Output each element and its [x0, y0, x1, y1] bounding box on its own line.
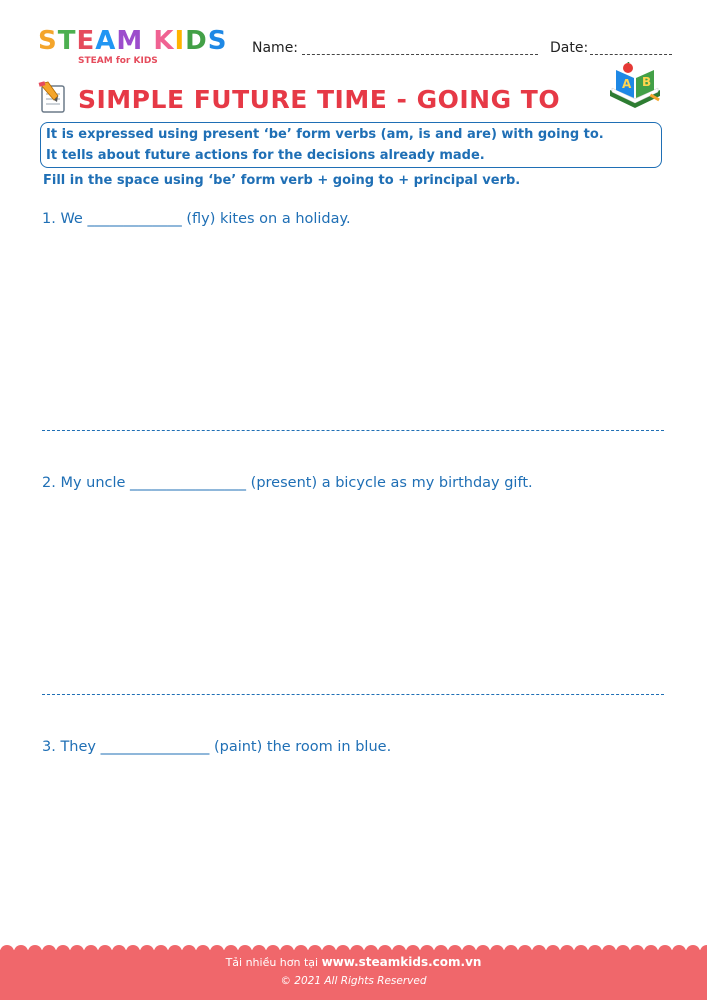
- date-field[interactable]: [590, 54, 672, 55]
- svg-text:B: B: [642, 75, 652, 89]
- logo-letter: T: [57, 26, 77, 56]
- name-field[interactable]: [302, 54, 538, 55]
- question-1[interactable]: 1. We _____________ (fly) kites on a holiday.: [42, 211, 351, 227]
- steam-kids-logo: [38, 28, 238, 72]
- logo-letter: [143, 26, 153, 56]
- divider-2: [42, 694, 664, 695]
- logo-letter: S: [38, 26, 58, 56]
- logo-letter: D: [185, 26, 208, 56]
- page-title: SIMPLE FUTURE TIME - GOING TO: [78, 85, 561, 114]
- name-label: Name:: [252, 40, 299, 56]
- info-line-1: It is expressed using present ‘be’ form verbs (am, is and are) with going to.: [46, 127, 604, 142]
- abc-book-icon: [606, 62, 664, 114]
- logo-letter: E: [76, 26, 96, 56]
- question-2[interactable]: 2. My uncle ________________ (present) a bicycle as my birthday gift.: [42, 475, 533, 491]
- logo-letter: S: [207, 26, 228, 56]
- footer-prefix: Tải nhiều hơn tại: [225, 956, 322, 969]
- logo-letter: M: [116, 26, 144, 56]
- footer-site-link[interactable]: www.steamkids.com.vn: [321, 955, 482, 969]
- footer-website-line[interactable]: [0, 955, 707, 969]
- logo-wordmark: [38, 28, 238, 54]
- info-line-2: It tells about future actions for the decisions already made.: [46, 148, 485, 163]
- logo-letter: I: [174, 26, 186, 56]
- logo-letter: K: [153, 26, 175, 56]
- question-3[interactable]: 3. They _______________ (paint) the room in blue.: [42, 739, 392, 755]
- logo-subtitle: STEAM for KIDS: [78, 56, 158, 66]
- logo-letter: A: [95, 26, 117, 56]
- notebook-pencil-icon: [38, 80, 68, 114]
- date-label: Date:: [550, 40, 589, 56]
- divider-1: [42, 430, 664, 431]
- instruction-text: Fill in the space using ‘be’ form verb + going to + principal verb.: [43, 173, 521, 188]
- svg-text:A: A: [622, 77, 632, 91]
- footer-copyright: © 2021 All Rights Reserved: [280, 975, 427, 987]
